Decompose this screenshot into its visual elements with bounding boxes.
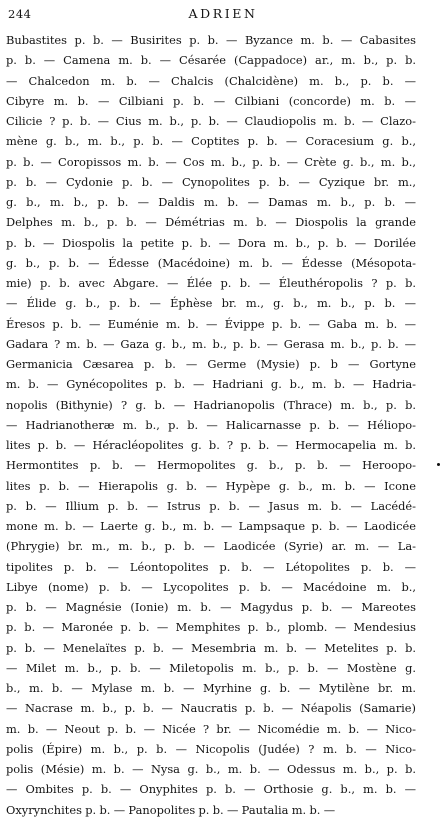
text-line: Oxyrynchites p. b. — Panopolites p. b. — Pautalia m. b. — — [6, 802, 336, 817]
text-line: b., m. b. — Mylase m. b. — Myrhine g. b. — Mytilène br. m. — [6, 681, 416, 695]
text-line: g. b., m. b., p. b. — Daldis m. b. — Damas m. b., p. b. — — [6, 195, 416, 209]
text-line: lites p. b. — Hierapolis g. b. — Hypèpe g. b., m. b. — Icone — [6, 478, 416, 493]
text-line: p. b. — Cydonie p. b. — Cynopolites p. b. — Cyzique br. m., — [6, 174, 416, 189]
text-line: — Ombites p. b. — Onyphites p. b. — Orthosie g. b., m. b. — — [6, 782, 416, 797]
text-line: polis (Mésie) m. b. — Nysa g. b., m. b. — Odessus m. b., p. b. — [6, 762, 416, 776]
text-line: — Milet m. b., p. b. — Miletopolis m. b., p. b. — Mostène g. — [6, 660, 416, 675]
text-line: Bubastites p. b. — Busirites p. b. — Byzance m. b. — Cabasites — [6, 33, 416, 47]
text-line: Delphes m. b., p. b. — Démétrias m. b. — Diospolis la grande — [6, 215, 416, 230]
text-line: (Phrygie) br. m., m. b., p. b. — Laodicée (Syrie) ar. m. — La- — [6, 539, 416, 554]
text-line: m. b. — Neout p. b. — Nicée ? br. — Nicomédie m. b. — Nico- — [6, 721, 416, 736]
text-line: Germanicia Cæsarea p. b. — Germe (Mysie) p. b — Gortyne — [6, 357, 416, 371]
text-line: Libye (nome) p. b. — Lycopolites p. b. — Macédoine m. b., — [6, 579, 416, 594]
page-number: 244 — [8, 7, 32, 21]
text-line: p. b. — Menelaïtes p. b. — Mesembria m. b. — Metelites p. b. — [6, 640, 416, 655]
text-line: p. b. — Diospolis la petite p. b. — Dora m. b., p. b. — Dorilée — [6, 235, 416, 250]
running-title: ADRIEN — [188, 6, 258, 21]
text-line: mène g. b., m. b., p. b. — Coptites p. b. — Coracesium g. b., — [6, 134, 416, 149]
text-line: mone m. b. — Laerte g. b., m. b. — Lampsaque p. b. — Laodicée — [6, 519, 416, 533]
body-text — [6, 30, 416, 820]
text-line: lites p. b. — Héracléopolites g. b. ? p. b. — Hermocapelia m. b. — [6, 438, 416, 452]
page-header — [0, 0, 446, 30]
text-line: polis (Épire) m. b., p. b. — Nicopolis (Judée) ? m. b. — Nico- — [6, 741, 416, 756]
text-line: p. b. — Magnésie (Ionie) m. b. — Magydus p. b. — Mareotes — [6, 600, 416, 614]
text-line: tipolites p. b. — Léontopolites p. b. — Létopolites p. b. — — [6, 559, 416, 574]
text-line: — Nacrase m. b., p. b. — Naucratis p. b. — Néapolis (Samarie) — [6, 701, 416, 716]
text-line: — Hadrianotheræ m. b., p. b. — Halicarnasse p. b. — Héliopo- — [6, 417, 416, 432]
text-line: Éresos p. b. — Euménie m. b. — Évippe p. b. — Gaba m. b. — — [6, 316, 416, 331]
text-line: Gadara ? m. b. — Gaza g. b., m. b., p. b. — Gerasa m. b., p. b. — — [6, 336, 416, 351]
text-line: p. b. — Maronée p. b. — Memphites p. b., plomb. — Mendesius — [6, 620, 416, 635]
text-line: mie) p. b. avec Abgare. — Élée p. b. — Éleuthéropolis ? p. b. — [6, 276, 416, 290]
text-line: p. b. — Coropissos m. b. — Cos m. b., p. b. — Crète g. b., m. b., — [6, 154, 416, 169]
text-line: Cibyre m. b. — Cilbiani p. b. — Cilbiani (concorde) m. b. — — [6, 93, 416, 108]
text-line: Cilicie ? p. b. — Cius m. b., p. b. — Claudiopolis m. b. — Clazo- — [6, 114, 416, 128]
text-line: p. b. — Camena m. b. — Césarée (Cappadoce) ar., m. b., p. b. — [6, 53, 416, 68]
text-line: Hermontites p. b. — Hermopolites g. b., p. b. — Heroopo- — [6, 458, 416, 473]
margin-speck — [437, 463, 440, 466]
text-line: m. b. — Gynécopolites p. b. — Hadriani g. b., m. b. — Hadria- — [6, 377, 416, 392]
text-line: p. b. — Illium p. b. — Istrus p. b. — Jasus m. b. — Lacédé- — [6, 498, 416, 513]
text-line: nopolis (Bithynie) ? g. b. — Hadrianopolis (Thrace) m. b., p. b. — [6, 397, 416, 412]
text-line: g. b., p. b. — Édesse (Macédoine) m. b. — Édesse (Mésopota- — [6, 255, 416, 270]
text-line: — Chalcedon m. b. — Chalcis (Chalcidène) m. b., p. b. — — [6, 73, 416, 88]
text-line: — Élide g. b., p. b. — Éphèse br. m., g. b., m. b., p. b. — — [6, 296, 416, 311]
